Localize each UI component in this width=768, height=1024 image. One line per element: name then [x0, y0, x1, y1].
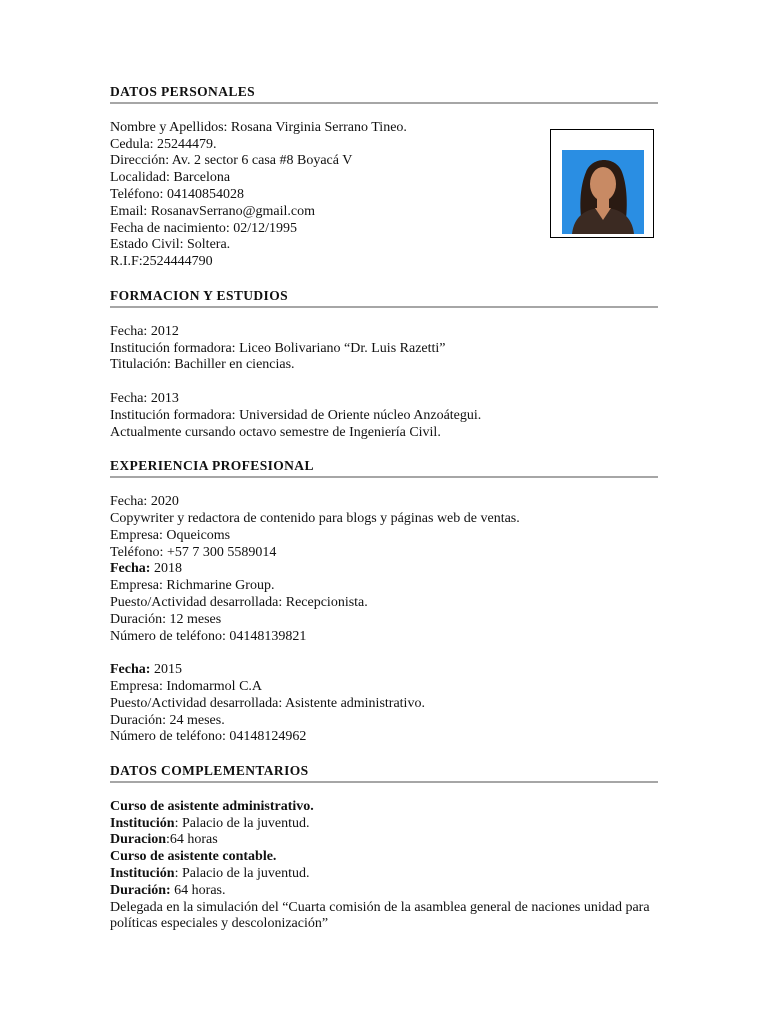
job-duration-line: Duración: 24 meses.: [110, 712, 225, 728]
course-institution-label: Institución: [110, 866, 175, 882]
profile-photo: [562, 150, 644, 234]
locality-line: Localidad: Barcelona: [110, 170, 231, 186]
job-role-line: Puesto/Actividad desarrollada: Recepcionista.: [110, 594, 368, 610]
birth-date-line: Fecha de nacimiento: 02/12/1995: [110, 220, 298, 236]
course-institution-label: Institución: [110, 815, 175, 831]
complementary-heading: DATOS COMPLEMENTARIOS: [110, 763, 658, 783]
job-date-value: 2018: [150, 561, 182, 577]
job-company-line: Empresa: Richmarine Group.: [110, 578, 275, 594]
job-company-line: Empresa: Indomarmol C.A: [110, 678, 263, 694]
job-date-line: Fecha: 2020: [110, 494, 179, 510]
education-entry-institution: Institución formadora: Liceo Bolivariano “Dr. Luis Razetti”: [110, 340, 446, 356]
course-institution-value: : Palacio de la juventud.: [174, 815, 310, 831]
spacer: [110, 645, 658, 662]
course-duration-label: Duración:: [110, 882, 171, 898]
job-role-line: Copywriter y redactora de contenido para blogs y páginas web de ventas.: [110, 510, 520, 526]
education-entry-degree: Titulación: Bachiller en ciencias.: [110, 357, 295, 373]
job-phone-line: Número de teléfono: 04148124962: [110, 729, 307, 745]
education-section: [110, 288, 658, 441]
spacer: [110, 374, 658, 391]
experience-section: [110, 458, 658, 746]
delegate-paragraph: Delegada en la simulación del “Cuarta comisión de la asamblea general de naciones unidad para políticas especiales y descolonización”: [110, 899, 650, 932]
full-name-line: Nombre y Apellidos: Rosana Virginia Serrano Tineo.: [110, 119, 407, 135]
course-institution-line: [110, 866, 658, 883]
education-entry-date: Fecha: 2013: [110, 390, 179, 406]
job-date-label: Fecha:: [110, 662, 151, 678]
job-date-line: [110, 561, 658, 578]
job-company-line: Empresa: Oqueicoms: [110, 527, 231, 543]
photo-face: [590, 167, 616, 201]
job-phone-line: Teléfono: +57 7 300 5589014: [110, 544, 277, 560]
course-institution-line: [110, 816, 658, 833]
course-duration-label: Duracion: [110, 832, 166, 848]
job-date-value: 2015: [150, 662, 182, 678]
id-number-line: Cedula: 25244479.: [110, 136, 217, 152]
experience-heading: EXPERIENCIA PROFESIONAL: [110, 458, 658, 478]
course-title: Curso de asistente contable.: [110, 849, 277, 865]
job-date-label: Fecha:: [110, 561, 151, 577]
job-duration-line: Duración: 12 meses: [110, 611, 222, 627]
education-heading: FORMACION Y ESTUDIOS: [110, 288, 658, 308]
address-line: Dirección: Av. 2 sector 6 casa #8 Boyacá V: [110, 153, 353, 169]
course-duration-value: 64 horas.: [170, 882, 226, 898]
course-title: Curso de asistente administrativo.: [110, 798, 314, 814]
job-date-line: [110, 662, 658, 679]
education-entry-institution: Institución formadora: Universidad de Oriente núcleo Anzoátegui.: [110, 407, 482, 423]
rif-line: R.I.F:2524444790: [110, 254, 213, 270]
profile-photo-frame: [550, 129, 654, 238]
job-phone-line: Número de teléfono: 04148139821: [110, 628, 307, 644]
marital-status-line: Estado Civil: Soltera.: [110, 237, 231, 253]
personal-heading: DATOS PERSONALES: [110, 84, 658, 104]
education-entry-status: Actualmente cursando octavo semestre de Ingeniería Civil.: [110, 424, 441, 440]
course-institution-value: : Palacio de la juventud.: [174, 866, 310, 882]
course-duration-line: [110, 883, 658, 900]
phone-line: Teléfono: 04140854028: [110, 186, 244, 202]
job-role-line: Puesto/Actividad desarrollada: Asistente administrativo.: [110, 695, 425, 711]
education-entry-date: Fecha: 2012: [110, 323, 179, 339]
course-duration-value: :64 horas: [166, 832, 218, 848]
course-duration-line: [110, 832, 658, 849]
email-line: Email: RosanavSerrano@gmail.com: [110, 203, 315, 219]
complementary-section: [110, 763, 658, 933]
